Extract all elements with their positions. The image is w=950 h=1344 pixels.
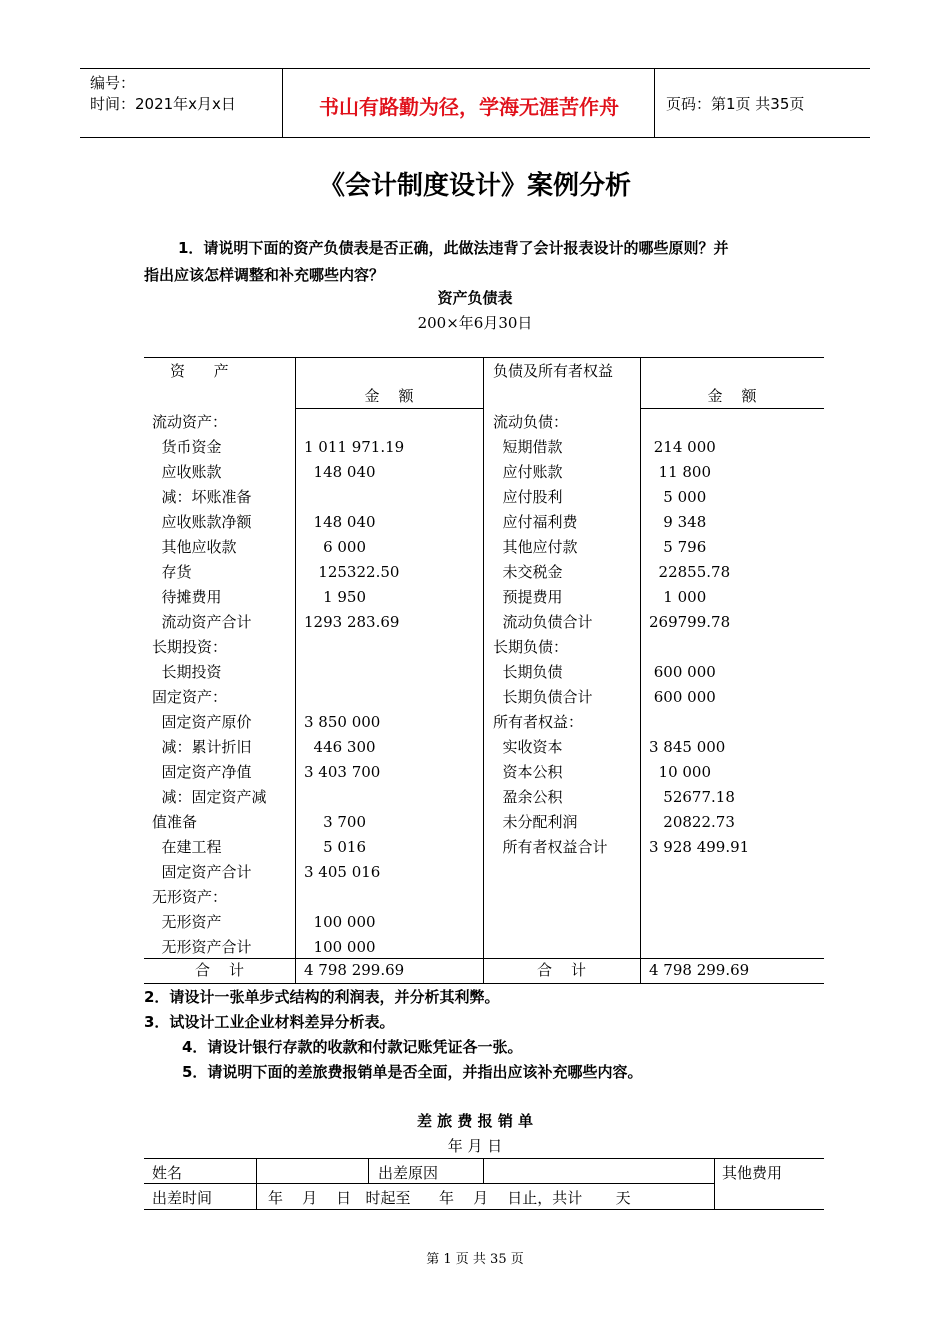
liability-item-label: 其他应付款 — [493, 538, 578, 556]
liability-item-amount: 11 800 — [649, 463, 712, 481]
asset-item-label: 流动资产： — [152, 413, 228, 431]
asset-item-label: 长期投资： — [152, 638, 228, 656]
asset-item-label: 无形资产 — [152, 913, 222, 931]
asset-item-label: 长期投资 — [152, 663, 222, 681]
liability-item-amount: 5 000 — [649, 488, 707, 506]
liability-item-label: 应付福利费 — [493, 513, 578, 531]
balance-sheet-date: 200×年6月30日 — [417, 314, 533, 332]
liability-item-label: 长期负债： — [493, 638, 569, 656]
asset-item-label: 应收账款 — [152, 463, 222, 481]
question-5: 5．请说明下面的差旅费报销单是否全面，并指出应该补充哪些内容。 — [182, 1063, 643, 1081]
header-number: 编号： — [90, 74, 136, 92]
page-footer: 第 1 页 共 35 页 — [426, 1252, 524, 1267]
asset-item-label: 流动资产合计 — [152, 613, 252, 631]
asset-item-amount: 1 011 971.19 — [304, 438, 405, 456]
asset-item-label: 固定资产净值 — [152, 763, 252, 781]
liability-item-amount: 22855.78 — [649, 563, 731, 581]
balance-sheet-title: 资产负债表 — [437, 289, 513, 307]
header-amount-right: 金 额 — [707, 387, 757, 405]
liability-item-amount: 52677.18 — [649, 788, 735, 806]
asset-item-label: 减：固定资产减 — [152, 788, 267, 806]
reason-label: 出差原因 — [378, 1164, 439, 1182]
asset-item-label: 固定资产原价 — [152, 713, 252, 731]
asset-item-amount: 100 000 — [304, 938, 376, 956]
question-3: 3．试设计工业企业材料差异分析表。 — [144, 1013, 395, 1031]
liability-item-amount: 600 000 — [649, 688, 716, 706]
header-liabilities: 负债及所有者权益 — [493, 362, 614, 380]
liability-item-amount: 600 000 — [649, 663, 716, 681]
asset-item-amount: 3 700 — [304, 813, 367, 831]
total-left-value: 4 798 299.69 — [304, 961, 405, 979]
column-divider — [483, 358, 484, 983]
asset-item-amount: 6 000 — [304, 538, 367, 556]
liability-item-label: 未交税金 — [493, 563, 563, 581]
asset-item-label: 减：累计折旧 — [152, 738, 252, 756]
asset-item-label: 固定资产合计 — [152, 863, 252, 881]
document-title: 《会计制度设计》案例分析 — [318, 171, 631, 201]
question-1-line-2: 指出应该怎样调整和补充哪些内容？ — [144, 266, 385, 284]
asset-item-amount: 125322.50 — [304, 563, 400, 581]
liability-item-label: 预提费用 — [493, 588, 563, 606]
liability-item-amount: 5 796 — [649, 538, 707, 556]
asset-item-label: 减：坏账准备 — [152, 488, 252, 506]
question-4: 4．请设计银行存款的收款和付款记账凭证各一张。 — [182, 1038, 523, 1056]
balance-sheet-table — [144, 357, 824, 984]
asset-item-label: 货币资金 — [152, 438, 222, 456]
column-divider — [483, 1159, 484, 1183]
travel-time-text: 年 月 日 时起至 年 月 日止，共计 天 — [268, 1189, 631, 1207]
liability-item-label: 盈余公积 — [493, 788, 563, 806]
column-divider — [256, 1183, 257, 1209]
asset-item-label: 在建工程 — [152, 838, 222, 856]
header-amount-left: 金 额 — [364, 387, 414, 405]
liability-item-label: 应付股利 — [493, 488, 563, 506]
other-expenses-label: 其他费用 — [722, 1164, 783, 1182]
liability-item-amount: 10 000 — [649, 763, 712, 781]
liability-item-label: 长期负债 — [493, 663, 563, 681]
asset-item-label: 值准备 — [152, 813, 198, 831]
asset-item-amount: 148 040 — [304, 513, 376, 531]
column-divider — [714, 1159, 715, 1209]
liability-item-label: 流动负债合计 — [493, 613, 593, 631]
asset-item-amount: 3 850 000 — [304, 713, 381, 731]
liability-item-label: 所有者权益： — [493, 713, 584, 731]
asset-item-amount: 5 016 — [304, 838, 367, 856]
header-motto: 书山有路勤为径，学海无涯苦作舟 — [319, 95, 619, 119]
asset-item-label: 无形资产合计 — [152, 938, 252, 956]
header-page-info: 页码：第1页 共35页 — [666, 95, 805, 113]
column-divider — [368, 1159, 369, 1183]
page-header — [80, 68, 870, 138]
travel-form-table — [144, 1158, 824, 1210]
asset-item-amount: 446 300 — [304, 738, 376, 756]
travel-form-date: 年 月 日 — [447, 1137, 503, 1155]
asset-item-label: 存货 — [152, 563, 192, 581]
asset-item-amount: 100 000 — [304, 913, 376, 931]
column-divider — [256, 1159, 257, 1183]
liability-item-label: 所有者权益合计 — [493, 838, 608, 856]
liability-item-label: 长期负债合计 — [493, 688, 593, 706]
asset-item-label: 待摊费用 — [152, 588, 222, 606]
liability-item-amount: 1 000 — [649, 588, 707, 606]
column-divider — [295, 358, 296, 983]
liability-item-amount: 9 348 — [649, 513, 707, 531]
liability-item-label: 应付账款 — [493, 463, 563, 481]
name-label: 姓名 — [152, 1164, 183, 1182]
liability-item-amount: 20822.73 — [649, 813, 735, 831]
question-1-line-1: 1．请说明下面的资产负债表是否正确，此做法违背了会计报表设计的哪些原则？并 — [178, 239, 729, 257]
asset-item-amount: 1 950 — [304, 588, 367, 606]
liability-item-label: 未分配利润 — [493, 813, 578, 831]
total-right-value: 4 798 299.69 — [649, 961, 750, 979]
header-time: 时间：2021年x月x日 — [90, 95, 236, 113]
header-meta — [90, 73, 236, 115]
liability-item-label: 短期借款 — [493, 438, 563, 456]
asset-item-label: 无形资产： — [152, 888, 228, 906]
asset-item-amount: 3 403 700 — [304, 763, 381, 781]
liability-item-amount: 3 928 499.91 — [649, 838, 750, 856]
asset-item-amount: 1293 283.69 — [304, 613, 400, 631]
asset-item-label: 其他应收款 — [152, 538, 237, 556]
liability-item-amount: 214 000 — [649, 438, 716, 456]
asset-item-amount: 3 405 016 — [304, 863, 381, 881]
asset-item-amount: 148 040 — [304, 463, 376, 481]
travel-time-label: 出差时间 — [152, 1189, 213, 1207]
header-assets: 资 产 — [170, 362, 229, 380]
total-right-label: 合 计 — [536, 961, 587, 979]
liability-item-label: 资本公积 — [493, 763, 563, 781]
liability-item-amount: 3 845 000 — [649, 738, 726, 756]
question-2: 2．请设计一张单步式结构的利润表，并分析其利弊。 — [144, 988, 500, 1006]
row-rule — [144, 1183, 714, 1184]
liability-item-label: 流动负债： — [493, 413, 569, 431]
liability-item-amount: 269799.78 — [649, 613, 731, 631]
asset-item-label: 应收账款净额 — [152, 513, 252, 531]
travel-form-title: 差 旅 费 报 销 单 — [416, 1112, 534, 1130]
liability-item-label: 实收资本 — [493, 738, 563, 756]
total-left-label: 合 计 — [194, 961, 245, 979]
asset-item-label: 固定资产： — [152, 688, 228, 706]
column-divider — [640, 358, 641, 983]
